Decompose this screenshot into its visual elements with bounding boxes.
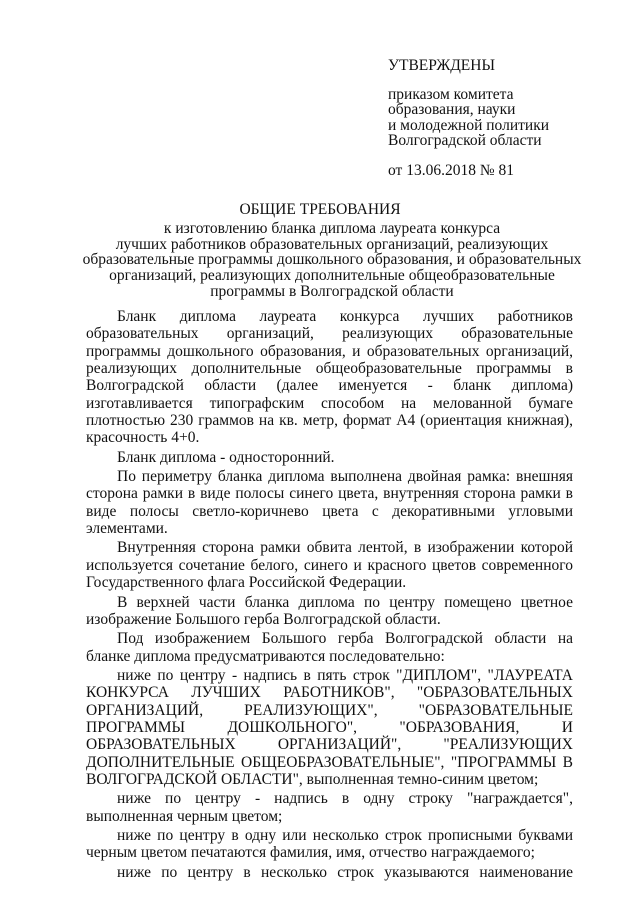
document-title: ОБЩИЕ ТРЕБОВАНИЯ — [239, 201, 401, 218]
subtitle-line: программы в Волгоградской области — [210, 282, 454, 300]
subtitle-line: к изготовлению бланка диплома лауреата конкурса — [163, 220, 501, 237]
subtitle-line: организаций, реализующих дополнительные общеобразовательные — [109, 267, 555, 285]
body-paragraph: По периметру бланка диплома выполнена двойная рамка: внешняя сторона рамки в виде полосы синего цвета, внутренняя сторона рамки в виде полосы светло-коричнево цвета с декоративными угловыми элементами. — [86, 468, 573, 538]
approval-order-line: приказом комитета — [388, 85, 514, 103]
document-subtitle — [76, 221, 588, 300]
approval-order-line: Волгоградской области — [388, 132, 542, 149]
approval-order-date: от 13.06.2018 № 81 — [388, 161, 514, 179]
body-paragraph: Бланк диплома лауреата конкурса лучших работников образовательных организаций, реализующих образовательные программы дошкольного образования, и образовательных организаций, реализующих дополнительные общеобразовательные программы в Волгоградской области (далее именуется - бланк диплома) изготавливается типографским способом на мелованной бумаге плотностью 230 граммов на кв. метр, формат А4 (ориентация книжная), красочность 4+0. — [86, 308, 573, 447]
body-paragraph: Под изображением Большого герба Волгоградской области на бланке диплома предусматриваются последовательно: — [86, 630, 573, 665]
approval-block — [388, 58, 618, 178]
approval-order-line: образования, науки — [388, 101, 516, 118]
approval-heading: УТВЕРЖДЕНЫ — [388, 57, 495, 74]
body-paragraph: Внутренняя сторона рамки обвита лентой, в изображении которой используется сочетание белого, синего и красного цветов современного Государственного флага Российской Федерации. — [86, 539, 573, 592]
subtitle-line: лучших работников образовательных организаций, реализующих — [115, 235, 549, 253]
body-paragraph: ниже по центру в несколько строк указываются наименование — [117, 863, 573, 881]
approval-order-line: и молодежной политики — [388, 116, 550, 134]
body-paragraph: ниже по центру - надпись в одну строку "награждается", выполненная черным цветом; — [86, 790, 573, 825]
subtitle-line: образовательные программы дошкольного образования, и образовательных — [82, 251, 582, 269]
document-body — [86, 308, 573, 881]
body-paragraph: ниже по центру в одну или несколько строк прописными буквами черным цветом печатаются фамилия, имя, отчество награждаемого; — [86, 826, 573, 862]
body-paragraph: Бланк диплома - односторонний. — [117, 448, 335, 466]
body-paragraph: ниже по центру - надпись в пять строк "ДИПЛОМ", "ЛАУРЕАТА КОНКУРСА ЛУЧШИХ РАБОТНИКОВ", "ОБРАЗОВАТЕЛЬНЫХ ОРГАНИЗАЦИЙ, РЕАЛИЗУЮЩИХ", "ОБРАЗОВАТЕЛЬНЫЕ ПРОГРАММЫ ДОШКОЛЬНОГО", "ОБРАЗОВАНИЯ, И ОБРАЗОВАТЕЛЬНЫХ ОРГАНИЗАЦИЙ", "РЕАЛИЗУЮЩИХ ДОПОЛНИТЕЛЬНЫЕ ОБЩЕОБРАЗОВАТЕЛЬНЫЕ", "ПРОГРАММЫ В ВОЛГОГРАДСКОЙ ОБЛАСТИ", выполненная темно-синим цветом; — [86, 666, 573, 788]
body-paragraph: В верхней части бланка диплома по центру помещено цветное изображение Большого герба Волгоградской области. — [86, 593, 573, 628]
